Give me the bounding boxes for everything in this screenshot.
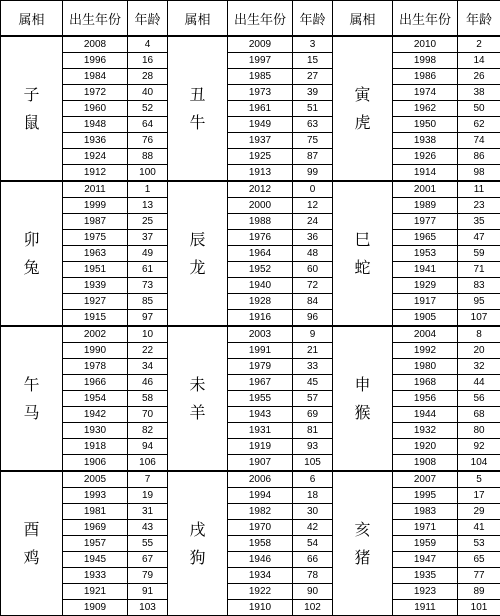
age-cell: 33: [293, 359, 333, 375]
birth-year-cell: 2009: [228, 36, 293, 53]
age-cell: 16: [128, 53, 168, 69]
age-cell: 43: [128, 520, 168, 536]
age-cell: 99: [293, 165, 333, 182]
birth-year-cell: 1956: [393, 391, 458, 407]
table-row: [1, 85, 500, 101]
age-cell: 1: [128, 181, 168, 198]
age-cell: 73: [128, 278, 168, 294]
age-cell: 55: [128, 536, 168, 552]
age-cell: 27: [293, 69, 333, 85]
table-row: [1, 214, 500, 230]
age-cell: 104: [458, 455, 500, 472]
age-cell: 5: [458, 471, 500, 488]
age-cell: 30: [293, 504, 333, 520]
age-cell: 39: [293, 85, 333, 101]
birth-year-cell: 1952: [228, 262, 293, 278]
birth-year-cell: 2011: [63, 181, 128, 198]
birth-year-header: 出生年份: [393, 1, 458, 37]
age-cell: 11: [458, 181, 500, 198]
age-cell: 48: [293, 246, 333, 262]
age-cell: 100: [128, 165, 168, 182]
zodiac-char: 鼠: [1, 109, 62, 137]
age-cell: 83: [458, 278, 500, 294]
age-cell: 46: [128, 375, 168, 391]
birth-year-cell: 1931: [228, 423, 293, 439]
age-cell: 97: [128, 310, 168, 327]
birth-year-cell: 1936: [63, 133, 128, 149]
age-cell: 74: [458, 133, 500, 149]
birth-year-cell: 1989: [393, 198, 458, 214]
zodiac-cell: [168, 471, 228, 616]
age-cell: 63: [293, 117, 333, 133]
age-cell: 106: [128, 455, 168, 472]
age-cell: 40: [128, 85, 168, 101]
birth-year-cell: 1993: [63, 488, 128, 504]
table-row: [1, 133, 500, 149]
birth-year-cell: 1951: [63, 262, 128, 278]
birth-year-cell: 1960: [63, 101, 128, 117]
birth-year-cell: 1975: [63, 230, 128, 246]
zodiac-char: 马: [1, 399, 62, 427]
birth-year-cell: 1943: [228, 407, 293, 423]
birth-year-cell: 1994: [228, 488, 293, 504]
birth-year-cell: 1914: [393, 165, 458, 182]
age-cell: 17: [458, 488, 500, 504]
age-cell: 66: [293, 552, 333, 568]
zodiac-cell: [1, 326, 63, 471]
age-cell: 85: [128, 294, 168, 310]
age-cell: 89: [458, 584, 500, 600]
age-cell: 24: [293, 214, 333, 230]
birth-year-cell: 2004: [393, 326, 458, 343]
age-cell: 64: [128, 117, 168, 133]
birth-year-cell: 2007: [393, 471, 458, 488]
zodiac-char: 鸡: [1, 544, 62, 572]
age-cell: 56: [458, 391, 500, 407]
birth-year-cell: 1923: [393, 584, 458, 600]
birth-year-cell: 1919: [228, 439, 293, 455]
age-cell: 77: [458, 568, 500, 584]
age-cell: 78: [293, 568, 333, 584]
zodiac-header: 属相: [333, 1, 393, 37]
birth-year-cell: 1930: [63, 423, 128, 439]
zodiac-cell: [168, 36, 228, 181]
age-cell: 49: [128, 246, 168, 262]
table-row: [1, 439, 500, 455]
zodiac-char: 龙: [168, 254, 227, 282]
birth-year-cell: 1971: [393, 520, 458, 536]
table-row: [1, 407, 500, 423]
birth-year-cell: 1953: [393, 246, 458, 262]
birth-year-cell: 2001: [393, 181, 458, 198]
birth-year-cell: 1938: [393, 133, 458, 149]
birth-year-cell: 1929: [393, 278, 458, 294]
age-cell: 13: [128, 198, 168, 214]
birth-year-cell: 2003: [228, 326, 293, 343]
birth-year-cell: 1917: [393, 294, 458, 310]
age-cell: 82: [128, 423, 168, 439]
zodiac-cell: [1, 471, 63, 616]
table-row: [1, 600, 500, 616]
age-header: 年龄: [293, 1, 333, 37]
zodiac-cell: [333, 181, 393, 326]
birth-year-cell: 1908: [393, 455, 458, 472]
age-cell: 8: [458, 326, 500, 343]
birth-year-cell: 1949: [228, 117, 293, 133]
birth-year-cell: 1996: [63, 53, 128, 69]
age-cell: 20: [458, 343, 500, 359]
birth-year-cell: 1906: [63, 455, 128, 472]
age-cell: 94: [128, 439, 168, 455]
age-cell: 80: [458, 423, 500, 439]
birth-year-cell: 1990: [63, 343, 128, 359]
birth-year-cell: 1974: [393, 85, 458, 101]
header-row: [1, 1, 500, 37]
birth-year-cell: 1933: [63, 568, 128, 584]
age-cell: 36: [293, 230, 333, 246]
birth-year-cell: 1958: [228, 536, 293, 552]
table-row: [1, 568, 500, 584]
age-cell: 102: [293, 600, 333, 616]
birth-year-cell: 1988: [228, 214, 293, 230]
age-cell: 51: [293, 101, 333, 117]
birth-year-cell: 1999: [63, 198, 128, 214]
table-row: [1, 149, 500, 165]
birth-year-cell: 1962: [393, 101, 458, 117]
birth-year-cell: 1920: [393, 439, 458, 455]
age-cell: 2: [458, 36, 500, 53]
age-cell: 9: [293, 326, 333, 343]
birth-year-cell: 1961: [228, 101, 293, 117]
table-row: [1, 262, 500, 278]
age-cell: 92: [458, 439, 500, 455]
age-cell: 45: [293, 375, 333, 391]
age-cell: 22: [128, 343, 168, 359]
age-cell: 71: [458, 262, 500, 278]
age-cell: 87: [293, 149, 333, 165]
zodiac-char: 午: [1, 371, 62, 399]
table-row: [1, 584, 500, 600]
table-body: [1, 36, 500, 616]
age-cell: 34: [128, 359, 168, 375]
birth-year-header: 出生年份: [63, 1, 128, 37]
birth-year-cell: 1918: [63, 439, 128, 455]
zodiac-cell: [168, 181, 228, 326]
birth-year-cell: 1970: [228, 520, 293, 536]
zodiac-header: 属相: [168, 1, 228, 37]
age-cell: 70: [128, 407, 168, 423]
age-cell: 98: [458, 165, 500, 182]
age-cell: 18: [293, 488, 333, 504]
age-cell: 81: [293, 423, 333, 439]
birth-year-cell: 1927: [63, 294, 128, 310]
zodiac-char: 寅: [333, 81, 392, 109]
birth-year-cell: 1950: [393, 117, 458, 133]
table-row: [1, 181, 500, 198]
table-row: [1, 53, 500, 69]
table-row: [1, 230, 500, 246]
age-cell: 65: [458, 552, 500, 568]
age-cell: 7: [128, 471, 168, 488]
age-cell: 96: [293, 310, 333, 327]
age-cell: 41: [458, 520, 500, 536]
age-cell: 15: [293, 53, 333, 69]
birth-year-cell: 1963: [63, 246, 128, 262]
age-cell: 26: [458, 69, 500, 85]
birth-year-cell: 2010: [393, 36, 458, 53]
birth-year-cell: 1935: [393, 568, 458, 584]
birth-year-header: 出生年份: [228, 1, 293, 37]
birth-year-cell: 1941: [393, 262, 458, 278]
zodiac-char: 巳: [333, 226, 392, 254]
birth-year-cell: 2005: [63, 471, 128, 488]
age-header: 年龄: [128, 1, 168, 37]
birth-year-cell: 1939: [63, 278, 128, 294]
zodiac-char: 子: [1, 81, 62, 109]
age-cell: 75: [293, 133, 333, 149]
age-cell: 57: [293, 391, 333, 407]
birth-year-cell: 1985: [228, 69, 293, 85]
table-row: [1, 198, 500, 214]
age-cell: 38: [458, 85, 500, 101]
birth-year-cell: 1992: [393, 343, 458, 359]
birth-year-cell: 1980: [393, 359, 458, 375]
table-row: [1, 246, 500, 262]
birth-year-cell: 2000: [228, 198, 293, 214]
birth-year-cell: 1944: [393, 407, 458, 423]
age-cell: 76: [128, 133, 168, 149]
age-cell: 61: [128, 262, 168, 278]
birth-year-cell: 1966: [63, 375, 128, 391]
birth-year-cell: 1905: [393, 310, 458, 327]
age-cell: 62: [458, 117, 500, 133]
zodiac-char: 蛇: [333, 254, 392, 282]
age-cell: 35: [458, 214, 500, 230]
zodiac-char: 未: [168, 371, 227, 399]
age-cell: 86: [458, 149, 500, 165]
age-header: 年龄: [458, 1, 500, 37]
table-row: [1, 165, 500, 182]
table-row: [1, 343, 500, 359]
birth-year-cell: 1909: [63, 600, 128, 616]
zodiac-cell: [1, 36, 63, 181]
age-cell: 95: [458, 294, 500, 310]
table-row: [1, 423, 500, 439]
birth-year-cell: 1924: [63, 149, 128, 165]
birth-year-cell: 1916: [228, 310, 293, 327]
birth-year-cell: 1977: [393, 214, 458, 230]
age-cell: 107: [458, 310, 500, 327]
birth-year-cell: 1997: [228, 53, 293, 69]
zodiac-cell: [1, 181, 63, 326]
table-row: [1, 278, 500, 294]
age-cell: 72: [293, 278, 333, 294]
birth-year-cell: 1982: [228, 504, 293, 520]
birth-year-cell: 1973: [228, 85, 293, 101]
zodiac-char: 狗: [168, 544, 227, 572]
birth-year-cell: 1983: [393, 504, 458, 520]
zodiac-char: 羊: [168, 399, 227, 427]
table-row: [1, 471, 500, 488]
table-row: [1, 294, 500, 310]
birth-year-cell: 1998: [393, 53, 458, 69]
birth-year-cell: 1987: [63, 214, 128, 230]
table-row: [1, 36, 500, 53]
birth-year-cell: 1948: [63, 117, 128, 133]
age-cell: 21: [293, 343, 333, 359]
table-row: [1, 310, 500, 327]
birth-year-cell: 1925: [228, 149, 293, 165]
birth-year-cell: 1991: [228, 343, 293, 359]
zodiac-char: 卯: [1, 226, 62, 254]
birth-year-cell: 1947: [393, 552, 458, 568]
age-cell: 47: [458, 230, 500, 246]
zodiac-cell: [333, 36, 393, 181]
age-cell: 6: [293, 471, 333, 488]
birth-year-cell: 1912: [63, 165, 128, 182]
age-cell: 25: [128, 214, 168, 230]
age-cell: 53: [458, 536, 500, 552]
birth-year-cell: 1957: [63, 536, 128, 552]
age-cell: 91: [128, 584, 168, 600]
birth-year-cell: 1955: [228, 391, 293, 407]
zodiac-char: 酉: [1, 516, 62, 544]
table-row: [1, 326, 500, 343]
zodiac-char: 兔: [1, 254, 62, 282]
birth-year-cell: 1945: [63, 552, 128, 568]
age-cell: 52: [128, 101, 168, 117]
birth-year-cell: 1954: [63, 391, 128, 407]
table-row: [1, 536, 500, 552]
table-row: [1, 488, 500, 504]
age-cell: 105: [293, 455, 333, 472]
table-row: [1, 101, 500, 117]
age-cell: 93: [293, 439, 333, 455]
age-cell: 32: [458, 359, 500, 375]
birth-year-cell: 1965: [393, 230, 458, 246]
zodiac-char: 丑: [168, 81, 227, 109]
birth-year-cell: 1946: [228, 552, 293, 568]
age-cell: 69: [293, 407, 333, 423]
birth-year-cell: 2012: [228, 181, 293, 198]
zodiac-header: 属相: [1, 1, 63, 37]
table-row: [1, 455, 500, 472]
birth-year-cell: 2002: [63, 326, 128, 343]
birth-year-cell: 1976: [228, 230, 293, 246]
age-cell: 58: [128, 391, 168, 407]
birth-year-cell: 1972: [63, 85, 128, 101]
birth-year-cell: 1922: [228, 584, 293, 600]
age-cell: 0: [293, 181, 333, 198]
birth-year-cell: 1907: [228, 455, 293, 472]
age-cell: 44: [458, 375, 500, 391]
birth-year-cell: 2008: [63, 36, 128, 53]
birth-year-cell: 1910: [228, 600, 293, 616]
birth-year-cell: 1915: [63, 310, 128, 327]
age-cell: 12: [293, 198, 333, 214]
birth-year-cell: 1967: [228, 375, 293, 391]
birth-year-cell: 1926: [393, 149, 458, 165]
birth-year-cell: 1932: [393, 423, 458, 439]
birth-year-cell: 1911: [393, 600, 458, 616]
age-cell: 88: [128, 149, 168, 165]
age-cell: 10: [128, 326, 168, 343]
age-cell: 4: [128, 36, 168, 53]
table-row: [1, 359, 500, 375]
birth-year-cell: 1979: [228, 359, 293, 375]
age-cell: 90: [293, 584, 333, 600]
zodiac-char: 申: [333, 371, 392, 399]
birth-year-cell: 1986: [393, 69, 458, 85]
zodiac-cell: [168, 326, 228, 471]
birth-year-cell: 1942: [63, 407, 128, 423]
zodiac-cell: [333, 326, 393, 471]
age-cell: 37: [128, 230, 168, 246]
birth-year-cell: 2006: [228, 471, 293, 488]
birth-year-cell: 1969: [63, 520, 128, 536]
age-cell: 14: [458, 53, 500, 69]
age-cell: 29: [458, 504, 500, 520]
birth-year-cell: 1964: [228, 246, 293, 262]
birth-year-cell: 1937: [228, 133, 293, 149]
zodiac-cell: [333, 471, 393, 616]
age-cell: 60: [293, 262, 333, 278]
birth-year-cell: 1959: [393, 536, 458, 552]
age-cell: 84: [293, 294, 333, 310]
birth-year-cell: 1913: [228, 165, 293, 182]
age-cell: 23: [458, 198, 500, 214]
age-cell: 28: [128, 69, 168, 85]
zodiac-char: 虎: [333, 109, 392, 137]
birth-year-cell: 1934: [228, 568, 293, 584]
age-cell: 42: [293, 520, 333, 536]
zodiac-char: 亥: [333, 516, 392, 544]
table-row: [1, 552, 500, 568]
zodiac-char: 辰: [168, 226, 227, 254]
birth-year-cell: 1978: [63, 359, 128, 375]
birth-year-cell: 1968: [393, 375, 458, 391]
birth-year-cell: 1995: [393, 488, 458, 504]
age-cell: 3: [293, 36, 333, 53]
zodiac-char: 猴: [333, 399, 392, 427]
table-row: [1, 504, 500, 520]
age-cell: 54: [293, 536, 333, 552]
birth-year-cell: 1984: [63, 69, 128, 85]
table-row: [1, 375, 500, 391]
age-cell: 31: [128, 504, 168, 520]
age-cell: 59: [458, 246, 500, 262]
table-row: [1, 69, 500, 85]
zodiac-char: 戌: [168, 516, 227, 544]
age-cell: 79: [128, 568, 168, 584]
table-row: [1, 520, 500, 536]
age-cell: 67: [128, 552, 168, 568]
birth-year-cell: 1921: [63, 584, 128, 600]
birth-year-cell: 1928: [228, 294, 293, 310]
birth-year-cell: 1940: [228, 278, 293, 294]
age-cell: 103: [128, 600, 168, 616]
age-cell: 68: [458, 407, 500, 423]
table-row: [1, 391, 500, 407]
age-cell: 19: [128, 488, 168, 504]
zodiac-char: 牛: [168, 109, 227, 137]
zodiac-char: 猪: [333, 544, 392, 572]
age-cell: 50: [458, 101, 500, 117]
table-row: [1, 117, 500, 133]
birth-year-cell: 1981: [63, 504, 128, 520]
age-cell: 101: [458, 600, 500, 616]
